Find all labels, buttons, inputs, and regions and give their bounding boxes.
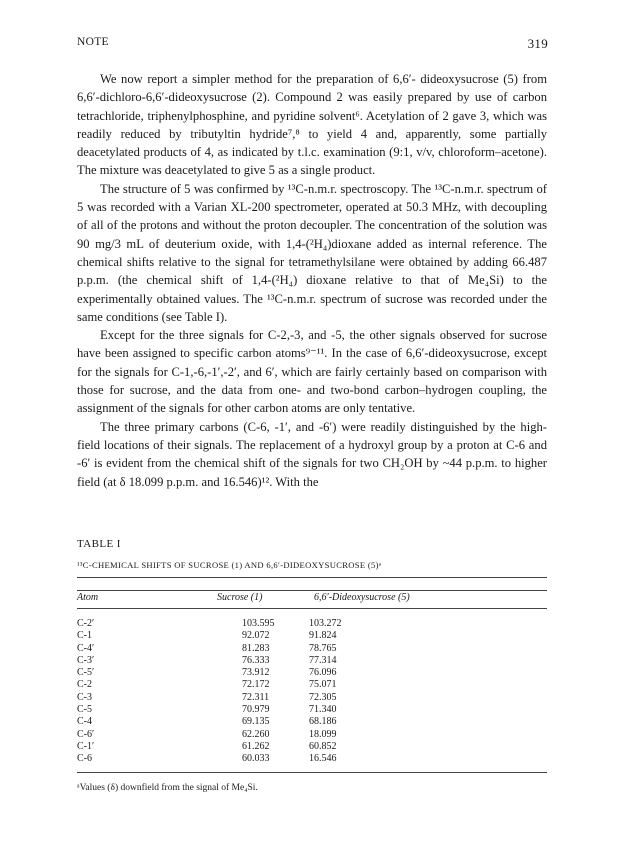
table-row: [77, 643, 547, 655]
table-row: [77, 729, 547, 741]
table-header-rule: [77, 608, 547, 609]
atom-cell: C-3′: [77, 654, 95, 666]
atom-cell: C-1: [77, 630, 92, 642]
dideoxysucrose-cell: 16.546: [309, 753, 337, 765]
table-header-row: [77, 592, 547, 608]
dideoxysucrose-cell: 78.765: [309, 642, 337, 654]
atom-cell: C-2′: [77, 618, 95, 629]
table-caption: ¹³C-CHEMICAL SHIFTS OF SUCROSE (1) AND 6,6′-DIDEOXYSUCROSE (5)ᵃ: [77, 560, 382, 570]
atom-cell: C-5: [77, 704, 92, 716]
dideoxysucrose-cell: 77.314: [309, 654, 337, 666]
table-row: [77, 716, 547, 728]
dideoxysucrose-cell: 60.852: [309, 740, 337, 752]
sucrose-cell: 103.595: [242, 618, 275, 629]
atom-cell: C-6′: [77, 728, 95, 740]
sucrose-cell: 73.912: [242, 667, 270, 679]
dideoxysucrose-cell: 71.340: [309, 704, 337, 716]
atom-cell: C-1′: [77, 740, 95, 752]
table-row: [77, 655, 547, 667]
body-text: [77, 70, 547, 491]
sucrose-cell: 69.135: [242, 716, 270, 728]
table-row: [77, 753, 547, 765]
section-label: NOTE: [77, 36, 109, 48]
table-bottom-rule: [77, 772, 547, 773]
table-title: TABLE I: [77, 538, 121, 550]
paragraph-3: Except for the three signals for C-2,-3, and -5, the other signals observed for sucrose have been assigned to specific carbon atoms⁹⁻¹¹. In the case of 6,6′-dideoxysucrose, except for the signals for C-1,-6,-1′,-2′, and 6′, which are fairly certainly based on comparison with those for sucrose, and the data from one- and two-bond carbon–hydrogen coupling, the assignment of the signals for other carbon atoms are only tentative.: [77, 328, 547, 416]
atom-cell: C-4: [77, 716, 92, 728]
dideoxysucrose-cell: 76.096: [309, 667, 337, 679]
atom-cell: C-2: [77, 679, 92, 691]
header-atom: Atom: [77, 592, 99, 603]
dideoxysucrose-cell: 72.305: [309, 691, 337, 703]
table-top-rule-2: [77, 590, 547, 591]
sucrose-cell: 81.283: [242, 642, 270, 654]
sucrose-cell: 72.311: [242, 691, 270, 703]
table-row: [77, 679, 547, 691]
sucrose-cell: 62.260: [242, 728, 270, 740]
table-row: [77, 667, 547, 679]
table-row: [77, 692, 547, 704]
chemical-shift-table: [77, 592, 547, 766]
table-body: [77, 618, 547, 766]
table-row: [77, 618, 547, 630]
table-footnote: ᵃValues (δ) downfield from the signal of Me₄Si.: [77, 783, 258, 793]
paragraph-4: The three primary carbons (C-6, -1′, and -6′) were readily distinguished by the high-field locations of their signals. The replacement of a hydroxyl group by a proton at C-6 and -6′ is evident from the chemical shift of the signals for two CH₂OH by ~44 p.p.m. to higher field (at δ 18.099 p.p.m. and 16.546)¹². With the: [77, 419, 547, 489]
dideoxysucrose-cell: 18.099: [309, 728, 337, 740]
header-sucrose: Sucrose (1): [217, 592, 263, 603]
atom-cell: C-3: [77, 691, 92, 703]
dideoxysucrose-cell: 68.186: [309, 716, 337, 728]
atom-cell: C-6: [77, 753, 92, 765]
table-row: [77, 741, 547, 753]
paragraph-1: We now report a simpler method for the preparation of 6,6′- dideoxysucrose (5) from 6,6′-dichloro-6,6′-dideoxysucrose (2). Compound 2 was easily prepared by use of carbon tetrachloride, triphenylphosphine, and pyridine solvent⁶. Acetylation of 2 gave 3, which was readily reduced by tributyltin hydride⁷,⁸ to yield 4 and, apparently, some partially deacetylated products of 4, as indicated by t.l.c. examination (9:1, v/v, chloroform–acetone). The mixture was deacetylated to give 5 as a single product.: [77, 72, 547, 178]
sucrose-cell: 61.262: [242, 740, 270, 752]
sucrose-cell: 92.072: [242, 630, 270, 642]
sucrose-cell: 76.333: [242, 654, 270, 666]
table-top-rule: [77, 577, 547, 578]
header-dideoxysucrose: 6,6′-Dideoxysucrose (5): [314, 592, 410, 603]
table-row: [77, 630, 547, 642]
dideoxysucrose-cell: 75.071: [309, 679, 337, 691]
dideoxysucrose-cell: 103.272: [309, 618, 342, 629]
sucrose-cell: 70.979: [242, 704, 270, 716]
sucrose-cell: 60.033: [242, 753, 270, 765]
atom-cell: C-4′: [77, 642, 95, 654]
dideoxysucrose-cell: 91.824: [309, 630, 337, 642]
page-number: 319: [527, 36, 548, 51]
sucrose-cell: 72.172: [242, 679, 270, 691]
atom-cell: C-5′: [77, 667, 95, 679]
table-row: [77, 704, 547, 716]
paragraph-2: The structure of 5 was confirmed by ¹³C-n.m.r. spectroscopy. The ¹³C-n.m.r. spectrum of 5 was recorded with a Varian XL-200 spectrometer, operated at 50.3 MHz, with decoupling of all of the protons and without the proton decoupler. The concentration of the solution was 90 mg/3 mL of deuterium oxide, with 1,4-(²H₄)dioxane added as internal reference. The chemical shifts relative to the signal for tetramethylsilane were obtained by adding 66.487 p.p.m. (the chemical shift of 1,4-(²H₄) dioxane relative to that of Me₄Si) to the experimentally obtained values. The ¹³C-n.m.r. spectrum of sucrose was recorded under the same conditions (see Table I).: [77, 181, 547, 324]
